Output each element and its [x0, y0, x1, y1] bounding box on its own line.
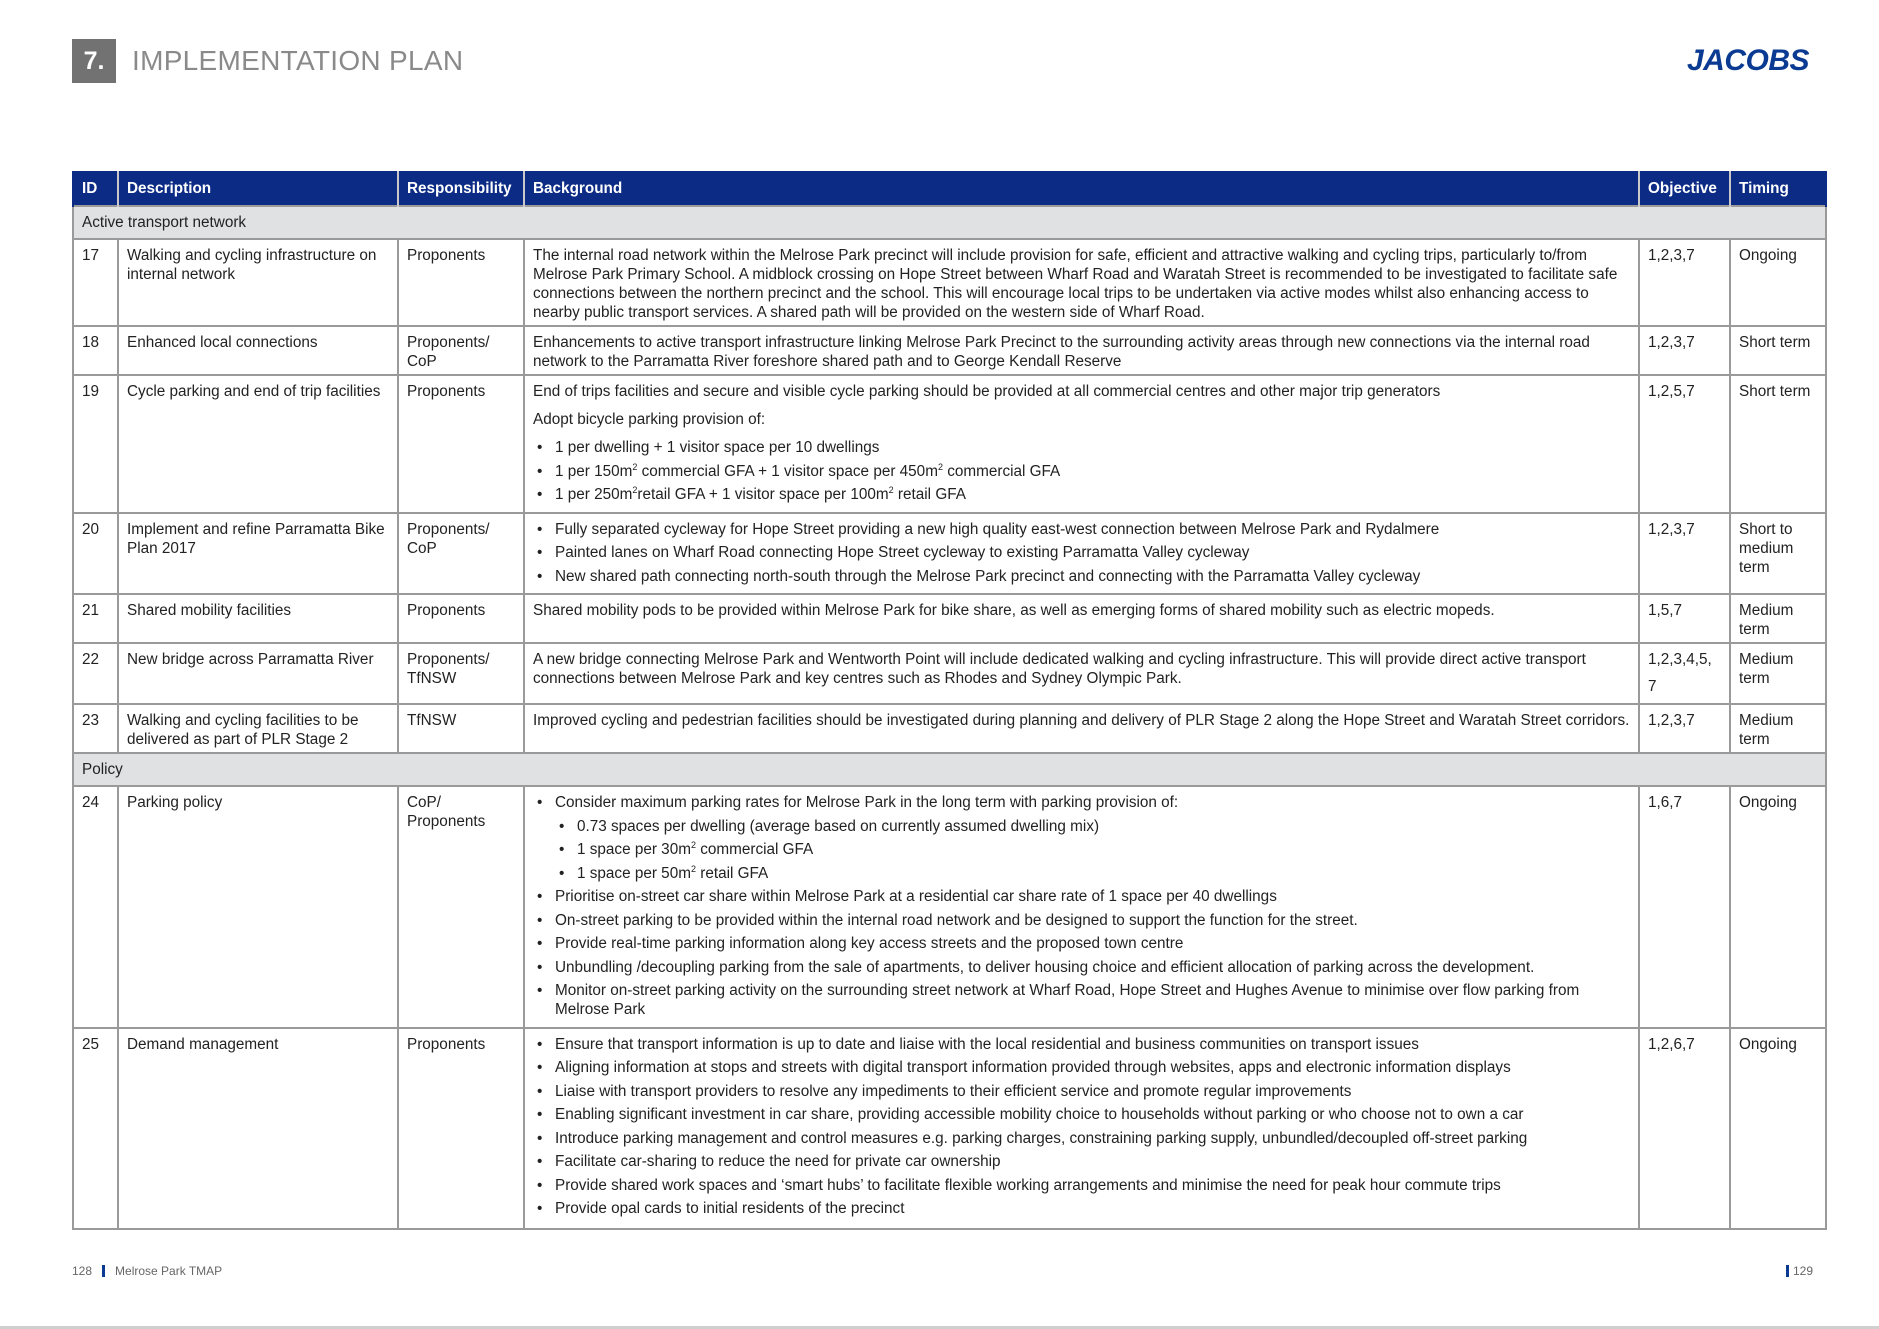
row-timing: Ongoing — [1730, 239, 1826, 326]
column-header-objective: Objective — [1639, 171, 1730, 206]
row-background — [524, 375, 1639, 513]
footer-divider — [1786, 1265, 1789, 1277]
background-text: The internal road network within the Melrose Park precinct will include provision for safe, efficient and attractive walking and cycling trips, particularly to/from Melrose Park Primary School. A midblock crossing on Hope Street between Wharf Road and Waratah Street is recommended to be investigated to facilitate safe connections between the northern precinct and the school. This will encourage local trips to be undertaken via active modes whilst also enhancing access to nearby public transport services. A shared path will be provided on the western side of Wharf Road. — [533, 247, 1618, 321]
footer-divider — [102, 1265, 105, 1277]
row-responsibility: Proponents/ CoP — [398, 513, 524, 595]
row-timing: Short term — [1730, 375, 1826, 513]
document-title: Melrose Park TMAP — [115, 1264, 223, 1278]
footer-left — [72, 1264, 222, 1278]
row-objective: 1,2,5,7 — [1639, 375, 1730, 513]
bullet-item: • Introduce parking management and control measures e.g. parking charges, constraining parking supply, unbundled/decoupled off-street parking — [533, 1129, 1630, 1148]
row-objective: 1,2,6,7 — [1639, 1028, 1730, 1229]
table-header-row — [73, 171, 1826, 206]
row-background — [524, 239, 1639, 326]
bullet-item: • New shared path connecting north-south through the Melrose Park precinct and connecting with the Parramatta Valley cycleway — [533, 567, 1630, 586]
section-title: Policy — [73, 753, 1826, 786]
row-objective: 1,2,3,7 — [1639, 513, 1730, 595]
row-id: 25 — [73, 1028, 118, 1229]
row-background — [524, 704, 1639, 753]
row-background — [524, 513, 1639, 595]
row-timing: Short term — [1730, 326, 1826, 375]
row-description: Implement and refine Parramatta Bike Plan 2017 — [118, 513, 398, 595]
row-timing: Medium term — [1730, 594, 1826, 643]
row-description: Cycle parking and end of trip facilities — [118, 375, 398, 513]
row-description: Walking and cycling infrastructure on internal network — [118, 239, 398, 326]
row-id: 21 — [73, 594, 118, 643]
bullet-item: • Enabling significant investment in car share, providing accessible mobility choice to households without parking or who choose not to own a car — [533, 1105, 1630, 1124]
jacobs-logo: JACOBS — [1686, 44, 1809, 77]
row-responsibility: Proponents/ TfNSW — [398, 643, 524, 704]
implementation-plan-table — [72, 171, 1827, 1230]
row-responsibility: Proponents — [398, 239, 524, 326]
background-text: Adopt bicycle parking provision of: — [533, 411, 766, 428]
row-responsibility: Proponents — [398, 594, 524, 643]
background-text: A new bridge connecting Melrose Park and Wentworth Point will include dedicated walking and cycling infrastructure. This will provide direct active transport connections between Melrose Park and key centres such as Rhodes and Sydney Olympic Park. — [533, 651, 1586, 687]
bullet-item: • Prioritise on-street car share within Melrose Park at a residential car share rate of 1 space per 40 dwellings — [533, 887, 1630, 906]
row-id: 19 — [73, 375, 118, 513]
left-page-number: 128 — [72, 1264, 93, 1278]
bullet-item: • Fully separated cycleway for Hope Street providing a new high quality east-west connection between Melrose Park and Rydalmere — [533, 520, 1630, 539]
row-responsibility: CoP/ Proponents — [398, 786, 524, 1028]
table-row — [73, 786, 1826, 1028]
table-row — [73, 375, 1826, 513]
row-background — [524, 594, 1639, 643]
row-timing: Medium term — [1730, 643, 1826, 704]
bullet-item: • On-street parking to be provided within the internal road network and be designed to support the function for the street. — [533, 911, 1630, 930]
chapter-number: 7. — [72, 39, 116, 83]
row-background — [524, 326, 1639, 375]
row-responsibility: Proponents/ CoP — [398, 326, 524, 375]
row-id: 17 — [73, 239, 118, 326]
row-id: 20 — [73, 513, 118, 595]
bullet-item: • Provide real-time parking information along key access streets and the proposed town centre — [533, 934, 1630, 953]
row-responsibility: TfNSW — [398, 704, 524, 753]
bullet-item: • Facilitate car-sharing to reduce the need for private car ownership — [533, 1152, 1630, 1171]
row-id: 22 — [73, 643, 118, 704]
bullet-item: • Provide shared work spaces and ‘smart hubs’ to facilitate flexible working arrangements and minimise the need for peak hour commute trips — [533, 1176, 1630, 1195]
bullet-list — [533, 438, 1630, 504]
row-description: New bridge across Parramatta River — [118, 643, 398, 704]
row-objective: 1,2,3,7 — [1639, 704, 1730, 753]
section-title: Active transport network — [73, 206, 1826, 239]
row-objective: 1,6,7 — [1639, 786, 1730, 1028]
background-text: Enhancements to active transport infrastructure linking Melrose Park Precinct to the surrounding activity areas through new connections via the internal road network to the Parramatta River foreshore shared path and to George Kendall Reserve — [533, 334, 1590, 370]
bullet-item: • Aligning information at stops and streets with digital transport information provided through websites, apps and electronic information displays — [533, 1058, 1630, 1077]
bullet-list — [533, 520, 1630, 586]
table-row — [73, 1028, 1826, 1229]
bullet-item: • Unbundling /decoupling parking from the sale of apartments, to deliver housing choice and efficient allocation of parking across the development. — [533, 958, 1630, 977]
row-id: 18 — [73, 326, 118, 375]
table-row — [73, 704, 1826, 753]
column-header-timing: Timing — [1730, 171, 1826, 206]
sub-bullet-item: • 0.73 spaces per dwelling (average based on currently assumed dwelling mix) — [533, 817, 1630, 836]
column-header-background: Background — [524, 171, 1639, 206]
row-objective: 1,2,3,7 — [1639, 239, 1730, 326]
table-row — [73, 326, 1826, 375]
chapter-header — [72, 38, 463, 84]
row-timing: Short to medium term — [1730, 513, 1826, 595]
row-background — [524, 786, 1639, 1028]
section-row — [73, 753, 1826, 786]
row-description: Shared mobility facilities — [118, 594, 398, 643]
bullet-item: • Ensure that transport information is up to date and liaise with the local residential and business communities on transport issues — [533, 1035, 1630, 1054]
background-text: End of trips facilities and secure and visible cycle parking should be provided at all commercial centres and other major trip generators — [533, 383, 1441, 400]
bullet-list — [533, 1035, 1630, 1219]
row-background — [524, 1028, 1639, 1229]
table-row — [73, 643, 1826, 704]
column-header-id: ID — [73, 171, 118, 206]
bullet-list — [533, 793, 1630, 1019]
section-row — [73, 206, 1826, 239]
sub-bullet-item: • 1 space per $30m^2$ commercial GFA — [533, 840, 1630, 859]
row-objective: 1,5,7 — [1639, 594, 1730, 643]
row-id: 23 — [73, 704, 118, 753]
bullet-item: • Provide opal cards to initial residents of the precinct — [533, 1199, 1630, 1218]
bullet-item: • Painted lanes on Wharf Road connecting Hope Street cycleway to existing Parramatta Valley cycleway — [533, 543, 1630, 562]
bullet-item: • Consider maximum parking rates for Melrose Park in the long term with parking provision of: — [533, 793, 1630, 812]
row-responsibility: Proponents — [398, 1028, 524, 1229]
sub-bullet-item: • 1 space per $50m^2$ retail GFA — [533, 864, 1630, 883]
bullet-item: • Monitor on-street parking activity on the surrounding street network at Wharf Road, Hope Street and Hughes Avenue to minimise over flow parking from Melrose Park — [533, 981, 1630, 1019]
table-row — [73, 239, 1826, 326]
background-text: Improved cycling and pedestrian facilities should be investigated during planning and delivery of PLR Stage 2 along the Hope Street and Waratah Street corridors. — [533, 712, 1630, 729]
background-text: Shared mobility pods to be provided within Melrose Park for bike share, as well as emerging forms of shared mobility such as electric mopeds. — [533, 602, 1495, 619]
bullet-item: • Liaise with transport providers to resolve any impediments to their efficient service and promote regular improvements — [533, 1082, 1630, 1101]
bullet-item: • 1 per $150m^2$ commercial GFA + 1 visitor space per $450m^2$ commercial GFA — [533, 462, 1630, 481]
row-timing: Medium term — [1730, 704, 1826, 753]
column-header-responsibility: Responsibility — [398, 171, 524, 206]
row-id: 24 — [73, 786, 118, 1028]
row-timing: Ongoing — [1730, 1028, 1826, 1229]
row-objective: 1,2,3,4,5, 7 — [1639, 643, 1730, 704]
bullet-item: • 1 per $250m^2retail$ GFA + 1 visitor space per $100m^2$ retail GFA — [533, 485, 1630, 504]
footer-right — [1786, 1264, 1813, 1278]
table-row — [73, 594, 1826, 643]
bullet-item: • 1 per dwelling + 1 visitor space per 10 dwellings — [533, 438, 1630, 457]
row-description: Parking policy — [118, 786, 398, 1028]
column-header-description: Description — [118, 171, 398, 206]
row-responsibility: Proponents — [398, 375, 524, 513]
chapter-title: IMPLEMENTATION PLAN — [132, 45, 464, 76]
row-background — [524, 643, 1639, 704]
row-description: Enhanced local connections — [118, 326, 398, 375]
row-objective: 1,2,3,7 — [1639, 326, 1730, 375]
row-description: Walking and cycling facilities to be delivered as part of PLR Stage 2 — [118, 704, 398, 753]
table-row — [73, 513, 1826, 595]
right-page-number: 129 — [1792, 1264, 1813, 1278]
row-timing: Ongoing — [1730, 786, 1826, 1028]
row-description: Demand management — [118, 1028, 398, 1229]
